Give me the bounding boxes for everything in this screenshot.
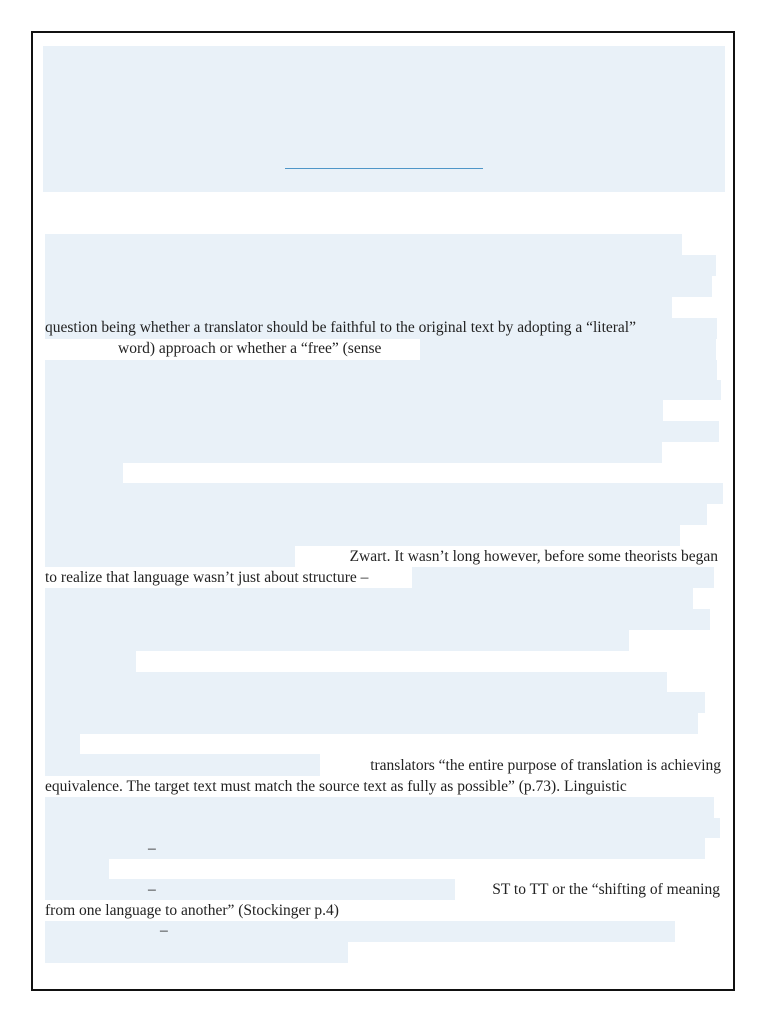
highlight-line (45, 818, 720, 838)
highlight-line (45, 234, 682, 255)
highlight-line (45, 255, 716, 276)
text-line: – (160, 922, 168, 939)
highlight-line (45, 609, 710, 630)
highlight-line (45, 734, 80, 754)
highlight-line (45, 672, 667, 692)
text-line: to realize that language wasn’t just about structure – (45, 569, 369, 586)
highlight-line (45, 442, 662, 463)
highlight-line (45, 504, 707, 525)
highlight-line (45, 838, 705, 859)
highlight-line (45, 276, 712, 297)
highlight-line (45, 588, 693, 609)
text-line: question being whether a translator should be faithful to the original text by adopting a “literal” (45, 319, 636, 336)
highlight-line (45, 713, 698, 734)
highlight-line (45, 546, 295, 567)
text-line: Zwart. It wasn’t long however, before some theorists began (349, 548, 718, 565)
highlight-line (45, 651, 136, 672)
text-line: ST to TT or the “shifting of meaning (492, 881, 720, 898)
highlight-line (45, 360, 717, 380)
highlight-line (45, 859, 109, 879)
highlight-line (45, 879, 455, 900)
header-highlight (43, 46, 725, 192)
highlight-line (45, 421, 719, 442)
text-line: – (148, 840, 156, 857)
text-line: equivalence. The target text must match the source text as fully as possible” (p.73). Linguistic (45, 778, 627, 795)
text-line: word) approach or whether a “free” (sense (118, 340, 382, 357)
highlight-line (45, 797, 714, 818)
highlight-line (45, 297, 672, 318)
header-rule (285, 168, 483, 169)
text-line: from one language to another” (Stockinger p.4) (45, 902, 339, 919)
highlight-line (45, 692, 705, 713)
highlight-line (420, 339, 716, 360)
highlight-line (45, 463, 123, 484)
highlight-line (45, 754, 320, 776)
highlight-line (412, 567, 714, 588)
text-line: – (148, 881, 156, 898)
highlight-line (45, 400, 663, 421)
text-line: translators “the entire purpose of translation is achieving (370, 757, 721, 774)
highlight-line (45, 380, 721, 400)
highlight-line (45, 630, 629, 651)
highlight-line (45, 921, 675, 942)
highlight-line (45, 525, 680, 546)
highlight-line (45, 483, 723, 504)
highlight-line (45, 942, 348, 963)
